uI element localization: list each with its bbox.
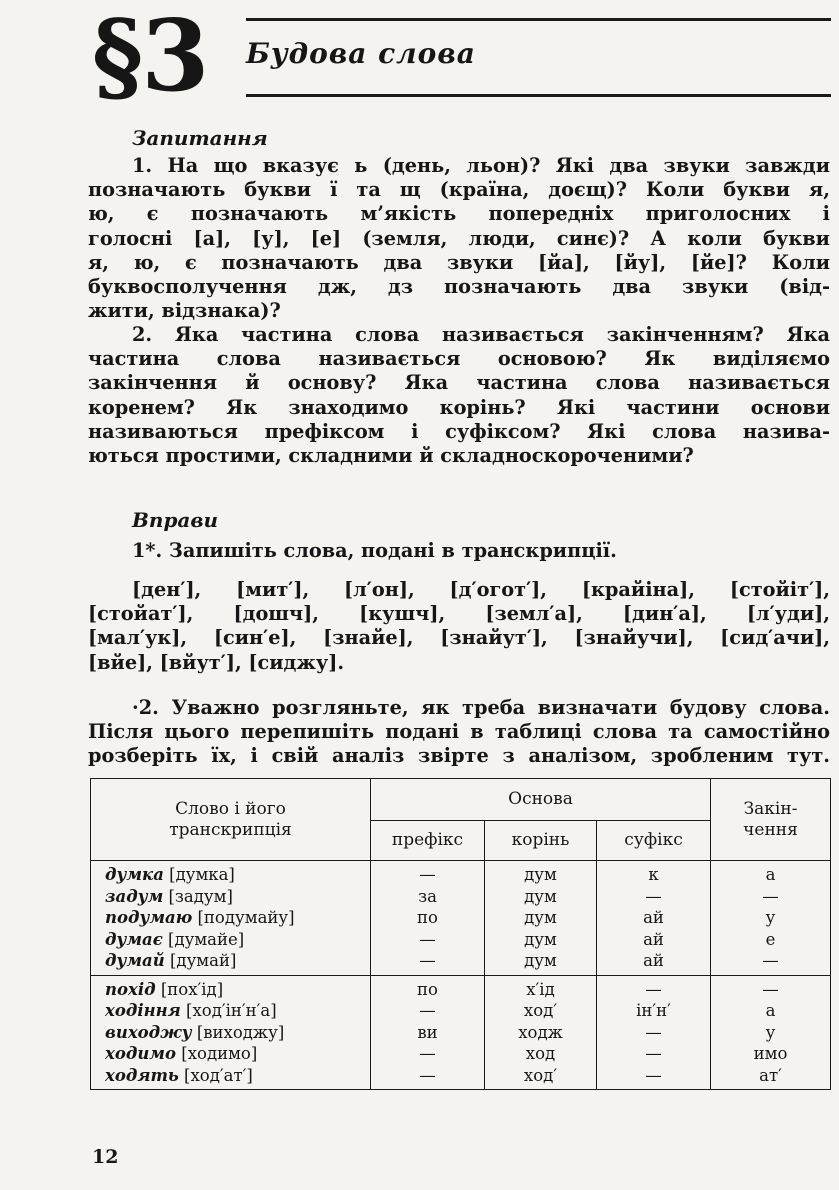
text-line: [стойат′], [дошч], [кушч], [земл′а], [дин′а], [л′уди], xyxy=(88,602,830,626)
header-word: Слово і його транскрипція xyxy=(91,779,371,861)
table-group-2 xyxy=(91,975,831,1090)
text-line: ю, є позначають м’якість попередніх приголосних і xyxy=(88,202,830,226)
text-line: голосні [а], [у], [е] (земля, люди, синє)? А коли букви xyxy=(88,226,830,250)
word-analysis-table xyxy=(90,778,831,1090)
text-line: 2. Яка частина слова називається закінченням? Яка xyxy=(132,323,830,346)
text-line: називаються префіксом і суфіксом? Які слова назива- xyxy=(88,419,830,443)
suffix-cells: — ін′н′ — — — xyxy=(597,975,711,1090)
text-line: Після цього перепишіть подані в таблиці слова та самостійно xyxy=(88,720,830,744)
header-prefix: префікс xyxy=(371,821,485,861)
text-line: закінчення й основу? Яка частина слова називається xyxy=(88,371,830,395)
page-number: 12 xyxy=(92,1146,119,1168)
text-line: жити, відзнака)? xyxy=(88,299,281,323)
header-stem: Основа xyxy=(371,779,711,821)
table-row-word: похід [пох′ід] xyxy=(105,979,224,999)
ending-cells: — а у имо ат′ xyxy=(711,975,831,1090)
text-line: [ден′], [мит′], [л′он], [д′огот′], [крайіна], [стойіт′], xyxy=(132,578,830,601)
text-line: я, ю, є позначають два звуки [йа], [йу], [йе]? Коли xyxy=(88,250,830,274)
header-root: корінь xyxy=(485,821,597,861)
table-row-word: думай [думай] xyxy=(105,951,237,970)
header-suffix: суфікс xyxy=(597,821,711,861)
prefix-cells: по — ви — — xyxy=(371,975,485,1090)
exercise-1-words xyxy=(88,578,830,675)
root-cells: х′ід ход′ ходж ход ход′ xyxy=(485,975,597,1090)
text-line: коренем? Як знаходимо корінь? Які частини основи xyxy=(88,395,830,419)
text-line: частина слова називається основою? Як виділяємо xyxy=(88,347,830,371)
section-number: §3 xyxy=(92,0,208,114)
text-line: 1. На що вказує ь (день, льон)? Які два звуки завжди xyxy=(132,154,830,177)
header-rule-bottom xyxy=(246,94,831,97)
header-ending: Закін-чення xyxy=(711,779,831,861)
question-1 xyxy=(88,154,830,323)
exercise-1-title xyxy=(88,539,830,563)
table-row-word: думка [думка] xyxy=(105,865,235,884)
root-cells: дум дум дум дум дум xyxy=(485,861,597,976)
ending-cells: а — у е — xyxy=(711,861,831,976)
question-2 xyxy=(88,323,830,468)
table-row-word: ходимо [ходимо] xyxy=(105,1044,258,1063)
exercises-heading: Вправи xyxy=(132,508,219,532)
text-line: розберіть їх, і свій аналіз звірте з аналізом, зробленим тут. xyxy=(88,744,830,768)
text-line: ються простими, складними й складноскороченими? xyxy=(88,444,694,468)
header-rule-top xyxy=(246,18,831,21)
table-row-word: ходіння [ход′ін′н′а] xyxy=(105,1001,277,1020)
table-row-word: думає [думайе] xyxy=(105,929,245,949)
table-group-1 xyxy=(91,861,831,976)
table-row-word: ходять [ход′ат′] xyxy=(105,1065,253,1085)
exercise-2 xyxy=(88,696,830,769)
text-line: ·2. Уважно розгляньте, як треба визначати будову слова. xyxy=(132,696,830,719)
section-title: Будова слова xyxy=(246,37,476,70)
text-line: [вйе], [вйут′], [сиджу]. xyxy=(88,650,345,674)
table-row-word: подумаю [подумайу] xyxy=(105,908,295,927)
text-line: 1*. Запишіть слова, подані в транскрипції. xyxy=(132,539,617,562)
suffix-cells: к — ай ай ай xyxy=(597,861,711,976)
text-line: [мал′ук], [син′е], [знайе], [знайут′], [знайучи], [сид′ачи], xyxy=(88,626,830,650)
table-row-word: виходжу [виходжу] xyxy=(105,1022,285,1042)
text-line: позначають букви ї та щ (країна, доєщ)? Коли букви я, xyxy=(88,178,830,202)
prefix-cells: — за по — — xyxy=(371,861,485,976)
text-line: буквосполучення дж, дз позначають два звуки (від- xyxy=(88,275,830,299)
questions-heading: Запитання xyxy=(132,126,268,150)
table-row-word: задум [задум] xyxy=(105,886,233,906)
